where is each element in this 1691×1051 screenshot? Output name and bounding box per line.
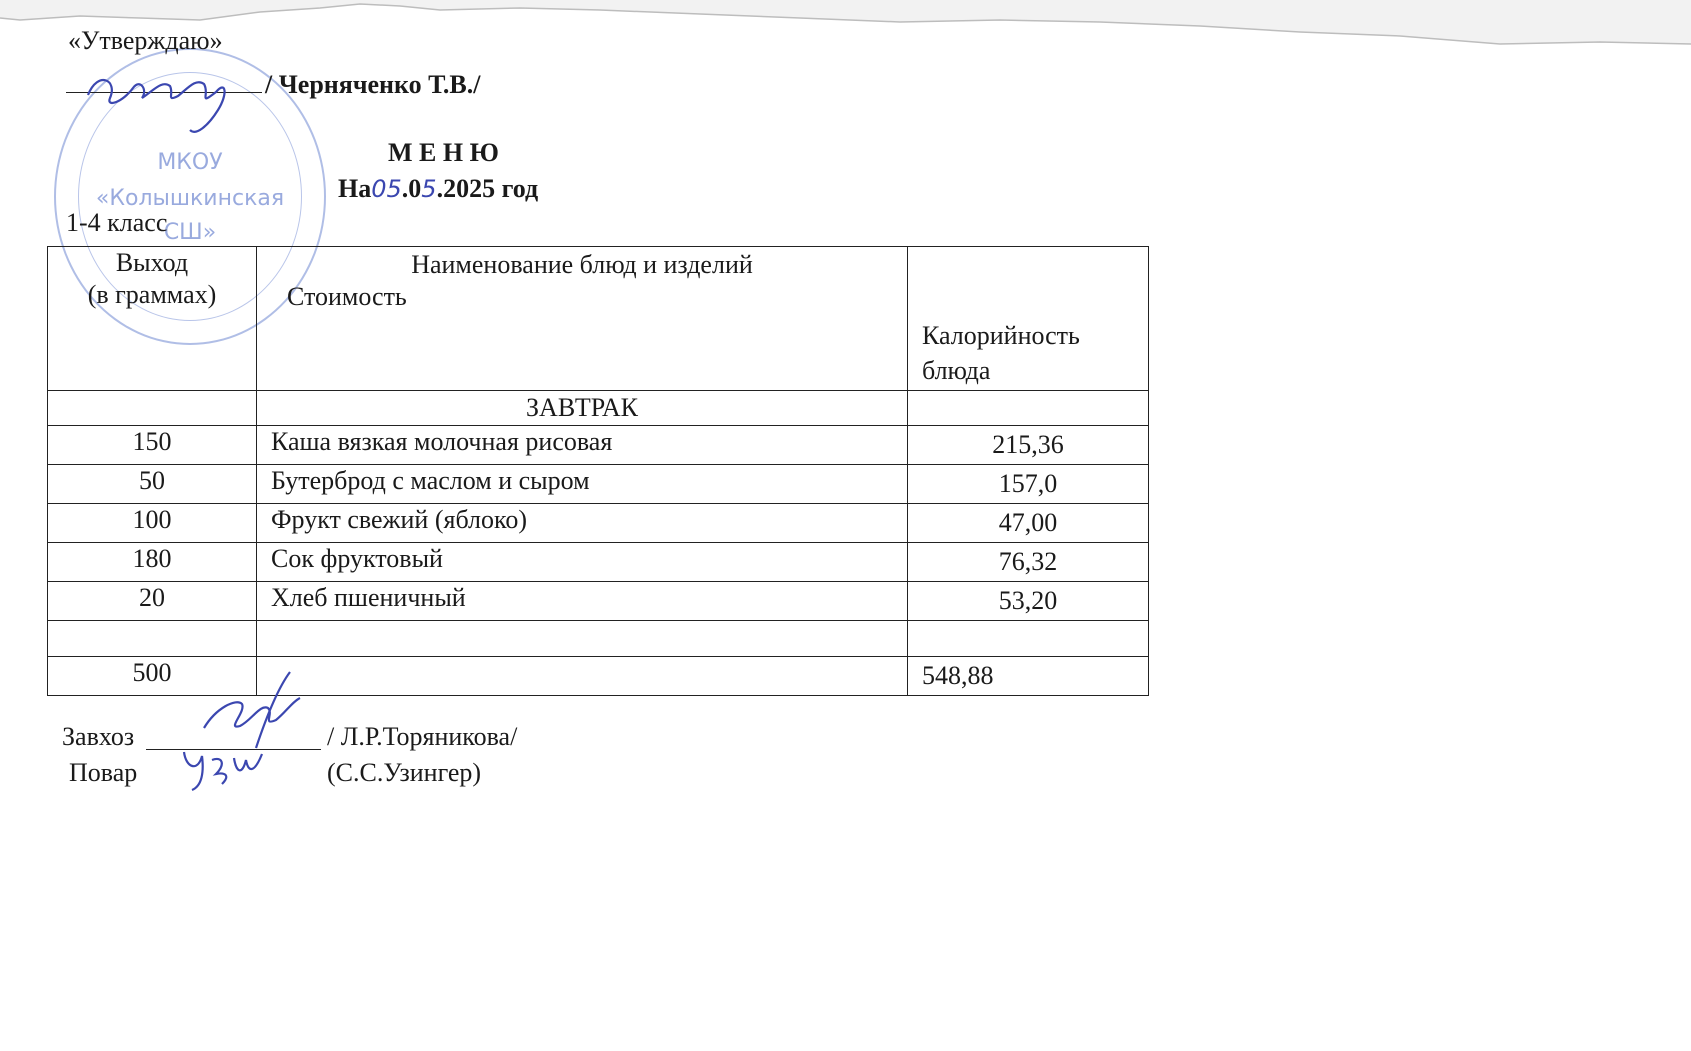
stamp-org-type: МКОУ — [157, 150, 223, 175]
cook-signature — [178, 738, 268, 794]
date-prefix: На — [338, 174, 372, 203]
director-signature — [78, 50, 248, 140]
header-weight-line1: Выход — [115, 248, 189, 277]
section-row — [48, 391, 1149, 426]
class-label: 1-4 класс — [66, 208, 168, 237]
menu-table — [47, 246, 1149, 696]
cook-label: Повар — [69, 758, 138, 787]
approval-label: «Утверждаю» — [68, 26, 223, 55]
date-month-handwritten: 5 — [421, 175, 437, 203]
zavhoz-label: Завхоз — [62, 722, 135, 751]
row-weight: 150 — [48, 426, 257, 465]
row-calories: 53,20 — [908, 582, 1149, 621]
row-dish-name: Фрукт свежий (яблоко) — [257, 504, 908, 543]
header-name-label: Наименование блюд и изделий — [411, 250, 753, 279]
row-calories: 47,00 — [908, 504, 1149, 543]
row-dish-name: Хлеб пшеничный — [257, 582, 908, 621]
menu-date — [338, 174, 538, 204]
header-name — [257, 247, 908, 391]
section-breakfast: ЗАВТРАК — [257, 391, 908, 426]
menu-title: М Е Н Ю — [388, 138, 499, 167]
total-weight: 500 — [48, 657, 257, 696]
row-weight: 100 — [48, 504, 257, 543]
row-calories: 157,0 — [908, 465, 1149, 504]
table-row — [48, 543, 1149, 582]
row-dish-name: Бутерброд с маслом и сыром — [257, 465, 908, 504]
empty-cell — [48, 621, 257, 657]
torn-paper-edge — [0, 0, 1691, 50]
section-weight-empty — [48, 391, 257, 426]
total-name-empty — [257, 657, 908, 696]
header-calories — [908, 247, 1149, 391]
date-sep: .0 — [401, 174, 422, 203]
date-suffix: .2025 год — [436, 174, 539, 203]
empty-cell — [257, 621, 908, 657]
row-calories: 76,32 — [908, 543, 1149, 582]
table-row — [48, 465, 1149, 504]
cook-name: (С.С.Узингер) — [327, 758, 482, 787]
table-row — [48, 504, 1149, 543]
row-dish-name: Каша вязкая молочная рисовая — [257, 426, 908, 465]
table-header-row — [48, 247, 1149, 391]
header-weight — [48, 247, 257, 391]
empty-row — [48, 621, 1149, 657]
header-cost-label: Стоимость — [287, 282, 407, 311]
row-weight: 50 — [48, 465, 257, 504]
date-day-handwritten: 05 — [371, 175, 402, 203]
empty-cell — [908, 621, 1149, 657]
zavhoz-name: / Л.Р.Торяникова/ — [327, 722, 518, 751]
row-dish-name: Сок фруктовый — [257, 543, 908, 582]
header-weight-line2: (в граммах) — [87, 280, 217, 309]
table-row — [48, 582, 1149, 621]
approver-name: / Черняченко Т.В./ — [265, 70, 481, 99]
row-calories: 215,36 — [908, 426, 1149, 465]
row-weight: 180 — [48, 543, 257, 582]
header-calories-line1: Калорийность — [922, 321, 1080, 350]
row-weight: 20 — [48, 582, 257, 621]
stamp-org-name: «Колышкинская — [95, 186, 285, 211]
header-calories-line2: блюда — [922, 356, 991, 385]
table-row — [48, 426, 1149, 465]
section-cal-empty — [908, 391, 1149, 426]
total-calories: 548,88 — [908, 657, 1149, 696]
stamp-org-name-2: СШ» — [163, 220, 217, 245]
